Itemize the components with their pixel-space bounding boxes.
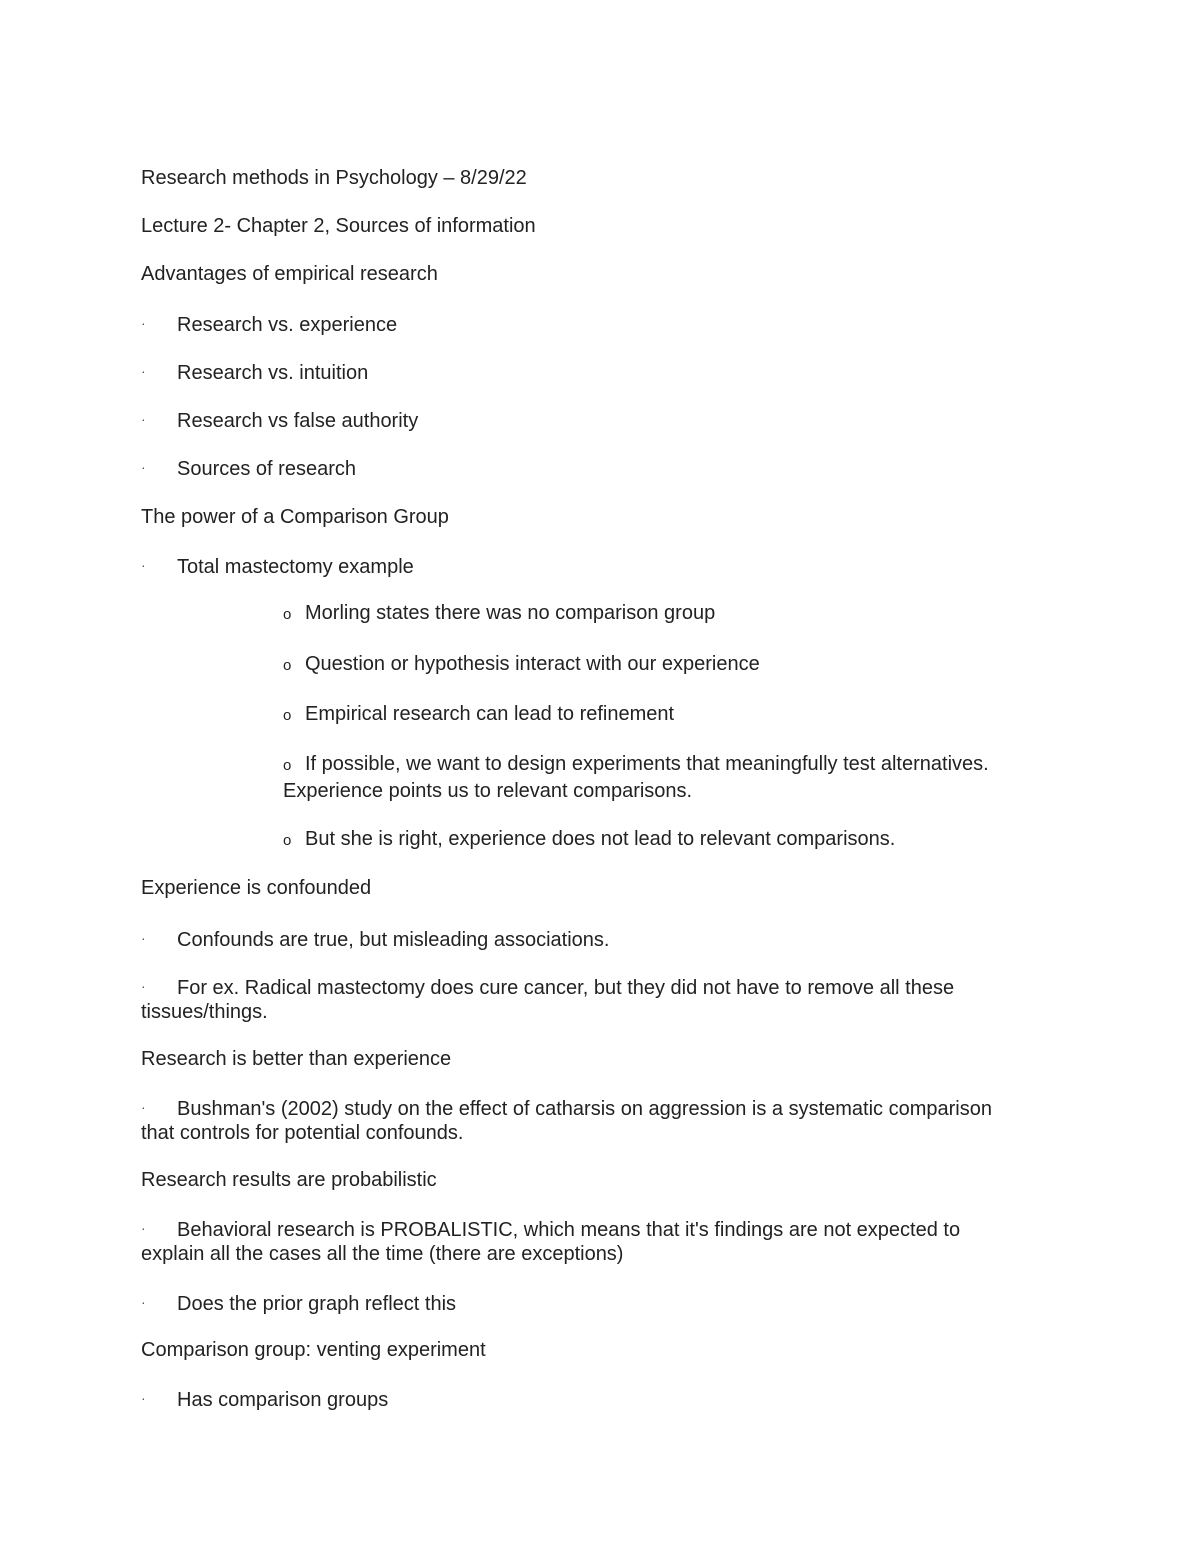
bullet-icon: · [141, 1099, 146, 1115]
circle-bullet-icon: o [283, 832, 292, 849]
bullet-icon: · [141, 1294, 146, 1310]
list-item: · Confounds are true, but misleading associations. [141, 926, 609, 952]
bullet-icon: · [141, 557, 146, 573]
section-heading: Research results are probabilistic [141, 1169, 437, 1191]
sub-list-item: o But she is right, experience does not lead to relevant comparisons. [283, 827, 895, 853]
sub-list-item: o Morling states there was no comparison group [283, 601, 715, 627]
section-heading: Research is better than experience [141, 1048, 452, 1070]
sub-list-item: o Empirical research can lead to refinement [283, 702, 674, 728]
bullet-icon: · [141, 459, 146, 475]
list-item: · Behavioral research is PROBALISTIC, which means that it's findings are not expected to [141, 1216, 960, 1242]
section-heading: Comparison group: venting experiment [141, 1339, 486, 1361]
list-item: · Sources of research [141, 455, 356, 481]
list-item: · Has comparison groups [141, 1386, 388, 1412]
sub-list-item: o If possible, we want to design experiments that meaningfully test alternatives. [283, 752, 989, 778]
lecture-subtitle: Lecture 2- Chapter 2, Sources of information [141, 215, 536, 237]
list-item-continuation: tissues/things. [141, 1001, 268, 1023]
section-heading: Advantages of empirical research [141, 263, 438, 285]
list-item: · Does the prior graph reflect this [141, 1290, 456, 1316]
list-item: · Research vs false authority [141, 407, 418, 433]
section-heading: Experience is confounded [141, 877, 372, 899]
list-item: · Bushman's (2002) study on the effect of catharsis on aggression is a systematic comparison [141, 1095, 992, 1121]
list-item: · Research vs. experience [141, 311, 397, 337]
list-item-continuation: that controls for potential confounds. [141, 1122, 464, 1144]
bullet-icon: · [141, 1220, 146, 1236]
bullet-icon: · [141, 1390, 146, 1406]
circle-bullet-icon: o [283, 757, 292, 774]
section-heading: The power of a Comparison Group [141, 506, 449, 528]
sub-list-item: o Question or hypothesis interact with our experience [283, 652, 760, 678]
list-item: · Research vs. intuition [141, 359, 368, 385]
bullet-icon: · [141, 930, 146, 946]
bullet-icon: · [141, 411, 146, 427]
circle-bullet-icon: o [283, 606, 292, 623]
bullet-icon: · [141, 315, 146, 331]
bullet-icon: · [141, 363, 146, 379]
list-item: · For ex. Radical mastectomy does cure cancer, but they did not have to remove all these [141, 974, 954, 1000]
list-item: · Total mastectomy example [141, 553, 414, 579]
bullet-icon: · [141, 978, 146, 994]
sub-list-item-continuation: Experience points us to relevant comparisons. [283, 780, 693, 802]
list-item-continuation: explain all the cases all the time (there are exceptions) [141, 1243, 624, 1265]
document-title: Research methods in Psychology – 8/29/22 [141, 167, 527, 189]
circle-bullet-icon: o [283, 707, 292, 724]
circle-bullet-icon: o [283, 657, 292, 674]
